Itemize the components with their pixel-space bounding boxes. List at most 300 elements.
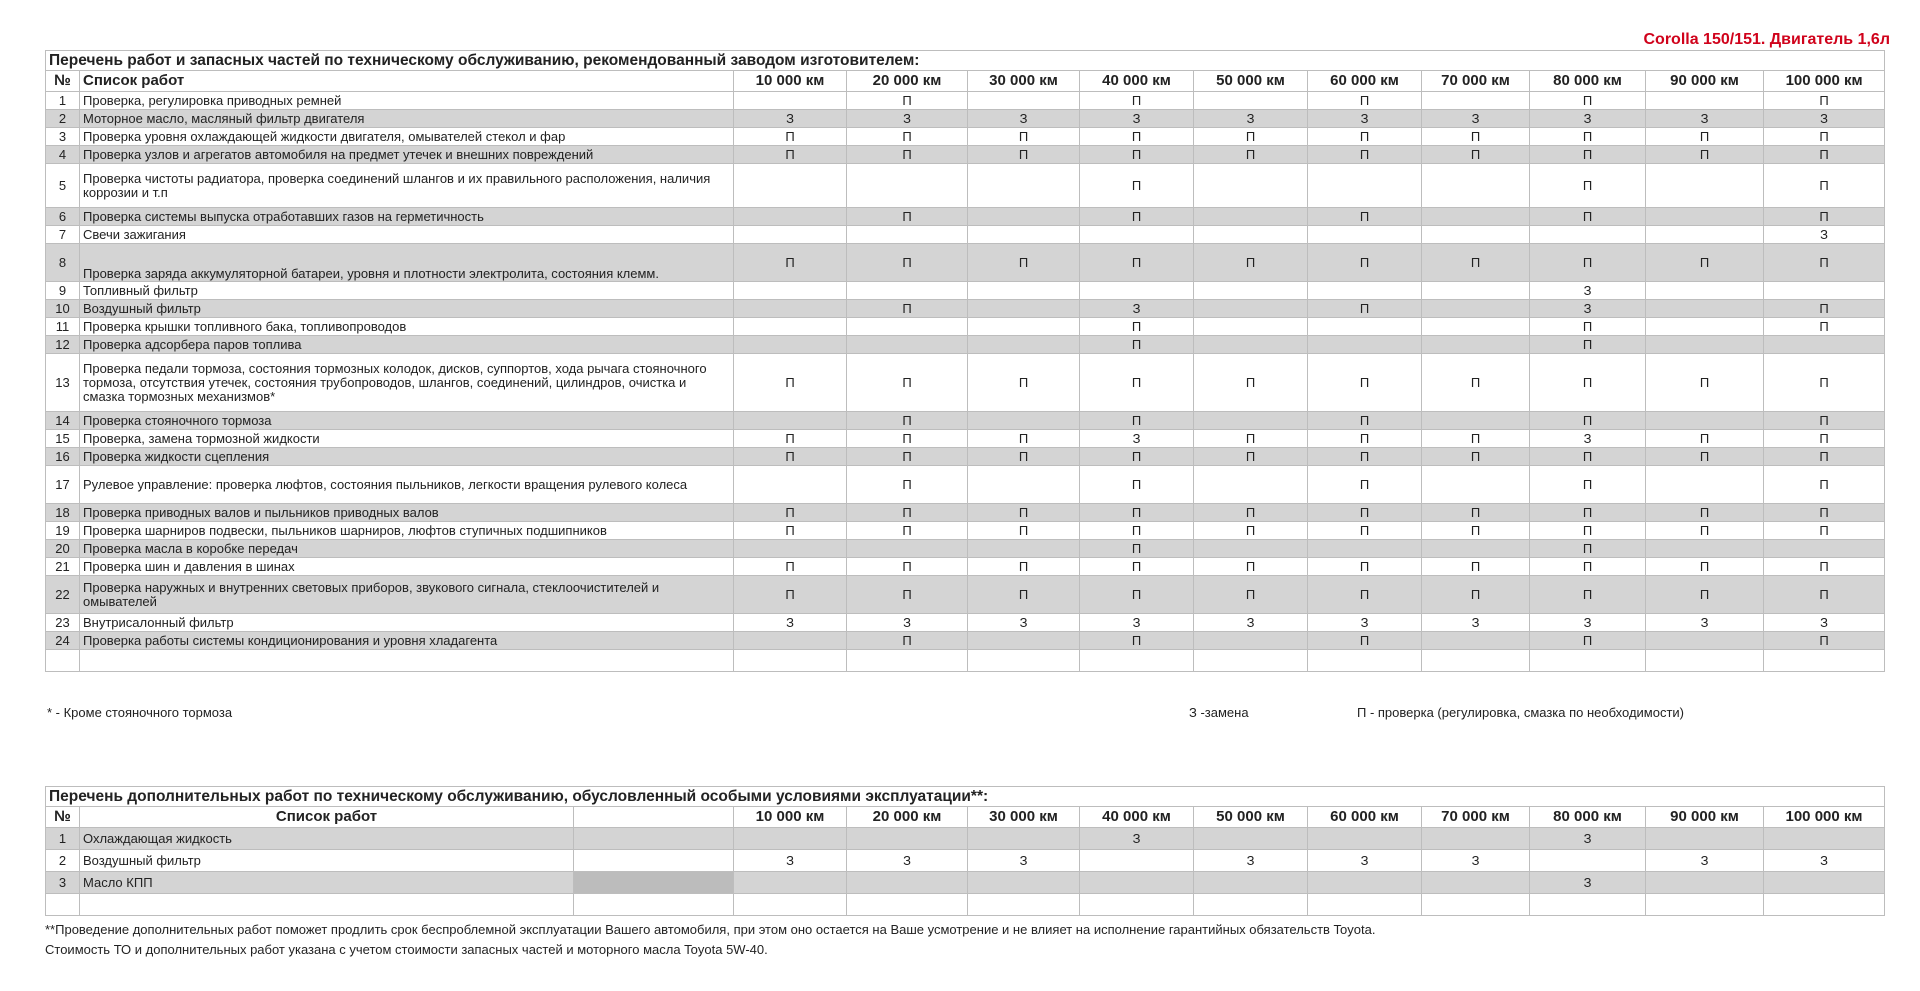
service-mark: П — [1194, 558, 1308, 576]
row-number: 18 — [46, 504, 80, 522]
service-mark — [1646, 540, 1764, 558]
service-mark: П — [1194, 430, 1308, 448]
work-name: Проверка уровня охлаждающей жидкости двигателя, омывателей стекол и фар — [80, 128, 734, 146]
service-mark: П — [1530, 466, 1646, 504]
table-row — [46, 318, 1885, 336]
service-mark: П — [1194, 522, 1308, 540]
service-mark: З — [1530, 110, 1646, 128]
column-mileage-header: 90 000 км — [1646, 807, 1764, 828]
service-mark: П — [1080, 522, 1194, 540]
table-row — [46, 146, 1885, 164]
table-row — [46, 576, 1885, 614]
empty-cell — [80, 650, 734, 672]
service-mark — [1080, 282, 1194, 300]
empty-cell — [1764, 650, 1885, 672]
service-mark — [1194, 540, 1308, 558]
service-mark — [1764, 872, 1885, 894]
work-name: Проверка шарниров подвески, пыльников шарниров, люфтов ступичных подшипников — [80, 522, 734, 540]
service-mark — [734, 92, 847, 110]
column-number-header: № — [46, 807, 80, 828]
service-mark — [1308, 336, 1422, 354]
service-mark: З — [1080, 828, 1194, 850]
service-mark — [1422, 336, 1530, 354]
service-mark — [1308, 282, 1422, 300]
row-number: 12 — [46, 336, 80, 354]
service-mark: П — [1764, 208, 1885, 226]
column-number-header: № — [46, 71, 80, 92]
service-mark: П — [847, 354, 968, 412]
service-mark — [1530, 850, 1646, 872]
service-mark: П — [1308, 466, 1422, 504]
service-mark: П — [1308, 576, 1422, 614]
service-mark: З — [1080, 110, 1194, 128]
empty-cell — [80, 894, 574, 916]
work-name: Проверка заряда аккумуляторной батареи, уровня и плотности электролита, состояния клемм. — [80, 244, 734, 282]
service-mark: З — [847, 110, 968, 128]
service-mark: З — [1530, 300, 1646, 318]
column-mileage-header: 90 000 км — [1646, 71, 1764, 92]
service-mark — [1422, 92, 1530, 110]
service-mark: П — [1530, 448, 1646, 466]
service-mark: П — [968, 504, 1080, 522]
table-row — [46, 632, 1885, 650]
row-number: 3 — [46, 872, 80, 894]
service-mark: З — [1422, 850, 1530, 872]
service-mark — [1194, 164, 1308, 208]
service-mark — [734, 164, 847, 208]
row-number: 10 — [46, 300, 80, 318]
service-mark: П — [1080, 128, 1194, 146]
row-number: 16 — [46, 448, 80, 466]
service-mark: З — [968, 850, 1080, 872]
work-name: Проверка наружных и внутренних световых приборов, звукового сигнала, стеклоочистителей и омывателей — [80, 576, 734, 614]
work-name: Проверка работы системы кондиционирования и уровня хладагента — [80, 632, 734, 650]
service-mark: П — [1194, 146, 1308, 164]
service-mark — [968, 412, 1080, 430]
service-mark — [734, 872, 847, 894]
service-mark: П — [1080, 412, 1194, 430]
service-mark: П — [1308, 354, 1422, 412]
service-mark: П — [1080, 146, 1194, 164]
service-mark — [847, 540, 968, 558]
service-mark: П — [1530, 632, 1646, 650]
service-mark — [1194, 318, 1308, 336]
service-mark — [968, 872, 1080, 894]
work-name: Проверка, регулировка приводных ремней — [80, 92, 734, 110]
service-mark: П — [734, 504, 847, 522]
service-mark — [1422, 282, 1530, 300]
note-cost: Стоимость ТО и дополнительных работ указана с учетом стоимости запасных частей и моторного масла Toyota 5W-40. — [45, 942, 768, 957]
service-mark: З — [1422, 614, 1530, 632]
row-number: 14 — [46, 412, 80, 430]
service-mark: П — [1308, 558, 1422, 576]
service-mark: П — [734, 128, 847, 146]
work-name: Проверка масла в коробке передач — [80, 540, 734, 558]
service-mark: П — [847, 466, 968, 504]
column-mileage-header: 40 000 км — [1080, 71, 1194, 92]
service-mark: П — [1646, 504, 1764, 522]
service-mark: З — [1194, 110, 1308, 128]
service-mark: П — [1764, 522, 1885, 540]
table-row — [46, 226, 1885, 244]
service-mark: П — [1194, 354, 1308, 412]
service-mark: П — [1530, 336, 1646, 354]
column-mileage-header: 100 000 км — [1764, 807, 1885, 828]
service-mark: П — [1308, 632, 1422, 650]
service-mark: П — [1530, 92, 1646, 110]
service-mark: П — [1530, 354, 1646, 412]
service-mark: П — [1422, 244, 1530, 282]
service-mark: П — [1530, 164, 1646, 208]
work-name: Топливный фильтр — [80, 282, 734, 300]
row-number: 20 — [46, 540, 80, 558]
empty-cell — [1080, 894, 1194, 916]
service-mark: П — [968, 522, 1080, 540]
service-mark: П — [1308, 244, 1422, 282]
table-row — [46, 354, 1885, 412]
service-mark — [1422, 318, 1530, 336]
table-row — [46, 504, 1885, 522]
work-name: Проверка системы выпуска отработавших газов на герметичность — [80, 208, 734, 226]
service-mark — [847, 226, 968, 244]
row-number: 17 — [46, 466, 80, 504]
empty-cell — [1646, 894, 1764, 916]
service-mark: П — [1080, 208, 1194, 226]
note-additional-works: **Проведение дополнительных работ поможет продлить срок беспроблемной эксплуатации Вашего автомобиля, при этом оно остается на Ваше усмотрение и не влияет на исполнение гарантийных обязательств Toyota. — [45, 922, 1376, 937]
service-mark: З — [1646, 614, 1764, 632]
service-mark — [968, 632, 1080, 650]
service-mark: П — [1422, 576, 1530, 614]
service-mark — [1422, 412, 1530, 430]
row-number: 2 — [46, 850, 80, 872]
column-list-header: Список работ — [80, 71, 734, 92]
service-mark — [1422, 164, 1530, 208]
service-mark: П — [1764, 504, 1885, 522]
row-number: 13 — [46, 354, 80, 412]
empty-cell — [1194, 894, 1308, 916]
service-mark: З — [1530, 614, 1646, 632]
service-mark — [734, 318, 847, 336]
service-mark — [1764, 540, 1885, 558]
empty-cell — [1194, 650, 1308, 672]
service-mark: П — [1646, 430, 1764, 448]
service-mark: П — [1080, 504, 1194, 522]
service-mark — [1422, 208, 1530, 226]
service-mark — [1194, 336, 1308, 354]
table-row — [46, 466, 1885, 504]
table-row — [46, 244, 1885, 282]
service-mark — [1646, 164, 1764, 208]
service-mark: З — [1530, 828, 1646, 850]
work-name: Проверка приводных валов и пыльников приводных валов — [80, 504, 734, 522]
service-mark — [1422, 872, 1530, 894]
service-mark: П — [1646, 244, 1764, 282]
service-mark: П — [1308, 412, 1422, 430]
service-mark — [1646, 828, 1764, 850]
column-mileage-header: 60 000 км — [1308, 71, 1422, 92]
service-mark: П — [1194, 504, 1308, 522]
empty-cell — [847, 894, 968, 916]
service-mark — [734, 632, 847, 650]
table-row — [46, 430, 1885, 448]
service-mark: П — [1080, 92, 1194, 110]
work-name: Проверка чистоты радиатора, проверка соединений шлангов и их правильного расположения, наличия коррозии и т.п — [80, 164, 734, 208]
service-mark — [1308, 226, 1422, 244]
service-mark — [1646, 632, 1764, 650]
service-mark: П — [734, 448, 847, 466]
service-mark — [847, 164, 968, 208]
table-row — [46, 558, 1885, 576]
service-mark: З — [1080, 300, 1194, 318]
empty-cell — [734, 894, 847, 916]
service-mark: П — [847, 208, 968, 226]
service-mark — [847, 318, 968, 336]
service-mark: П — [1194, 128, 1308, 146]
column-mileage-header: 70 000 км — [1422, 807, 1530, 828]
work-name: Моторное масло, масляный фильтр двигателя — [80, 110, 734, 128]
service-mark — [1194, 300, 1308, 318]
service-mark — [1080, 850, 1194, 872]
service-mark: П — [1764, 354, 1885, 412]
service-mark: П — [1530, 146, 1646, 164]
service-mark: П — [847, 522, 968, 540]
service-mark — [1422, 632, 1530, 650]
legend-check: П - проверка (регулировка, смазка по необходимости) — [1357, 705, 1685, 720]
empty-row — [46, 894, 1885, 916]
service-mark — [1646, 282, 1764, 300]
empty-row — [46, 650, 1885, 672]
service-mark: П — [1764, 146, 1885, 164]
service-mark — [1530, 226, 1646, 244]
service-mark: З — [734, 110, 847, 128]
service-mark — [734, 466, 847, 504]
row-number: 3 — [46, 128, 80, 146]
service-mark: П — [734, 244, 847, 282]
blank-cell — [574, 850, 734, 872]
service-mark: П — [847, 504, 968, 522]
service-mark: З — [1308, 850, 1422, 872]
service-mark — [1764, 282, 1885, 300]
row-number: 23 — [46, 614, 80, 632]
service-mark — [1308, 164, 1422, 208]
extra-works-table — [45, 786, 1885, 916]
service-mark: З — [1194, 614, 1308, 632]
service-mark — [847, 282, 968, 300]
service-mark: П — [1646, 128, 1764, 146]
service-mark: П — [847, 558, 968, 576]
service-mark — [734, 208, 847, 226]
column-list-header: Список работ — [80, 807, 574, 828]
column-mileage-header: 70 000 км — [1422, 71, 1530, 92]
work-name: Рулевое управление: проверка люфтов, состояния пыльников, легкости вращения рулевого колеса — [80, 466, 734, 504]
service-mark: П — [1080, 576, 1194, 614]
service-mark: П — [1080, 336, 1194, 354]
maintenance-table — [45, 50, 1885, 672]
service-mark: П — [734, 354, 847, 412]
empty-cell — [734, 650, 847, 672]
service-mark: П — [1080, 244, 1194, 282]
service-mark: П — [1080, 448, 1194, 466]
service-mark: З — [847, 850, 968, 872]
row-number: 22 — [46, 576, 80, 614]
service-mark: П — [1308, 146, 1422, 164]
service-mark — [1646, 318, 1764, 336]
service-mark: П — [1646, 354, 1764, 412]
table-row — [46, 828, 1885, 850]
table-row — [46, 448, 1885, 466]
service-mark: П — [968, 146, 1080, 164]
service-mark — [1308, 540, 1422, 558]
main-table-caption: Перечень работ и запасных частей по техническому обслуживанию, рекомендованный заводом изготовителем: — [46, 51, 1885, 71]
service-mark: П — [1530, 522, 1646, 540]
column-mileage-header: 10 000 км — [734, 807, 847, 828]
service-mark — [1646, 466, 1764, 504]
service-mark: П — [968, 448, 1080, 466]
service-mark: П — [1764, 164, 1885, 208]
table-row — [46, 522, 1885, 540]
service-mark — [968, 300, 1080, 318]
work-name: Внутрисалонный фильтр — [80, 614, 734, 632]
service-mark: П — [847, 92, 968, 110]
service-mark — [968, 164, 1080, 208]
service-mark: П — [1530, 540, 1646, 558]
service-mark — [734, 828, 847, 850]
service-mark: З — [1646, 110, 1764, 128]
service-mark: П — [1764, 448, 1885, 466]
service-mark: П — [1422, 128, 1530, 146]
column-mileage-header: 10 000 км — [734, 71, 847, 92]
service-mark: З — [1764, 226, 1885, 244]
service-mark: П — [1308, 128, 1422, 146]
service-mark: П — [1646, 448, 1764, 466]
service-mark — [1194, 412, 1308, 430]
service-mark: П — [1530, 318, 1646, 336]
service-mark: З — [734, 850, 847, 872]
service-mark: П — [1646, 576, 1764, 614]
column-mileage-header: 20 000 км — [847, 71, 968, 92]
service-mark: П — [1530, 558, 1646, 576]
service-mark: П — [1764, 300, 1885, 318]
empty-cell — [968, 894, 1080, 916]
service-mark: П — [1422, 430, 1530, 448]
service-mark: П — [847, 146, 968, 164]
service-mark: П — [968, 430, 1080, 448]
service-mark: П — [1308, 430, 1422, 448]
service-mark: П — [1308, 448, 1422, 466]
row-number: 15 — [46, 430, 80, 448]
service-mark: П — [1194, 576, 1308, 614]
service-mark: П — [1422, 504, 1530, 522]
service-mark — [734, 540, 847, 558]
work-name: Проверка шин и давления в шинах — [80, 558, 734, 576]
work-name: Свечи зажигания — [80, 226, 734, 244]
service-mark — [968, 92, 1080, 110]
service-mark: П — [1764, 558, 1885, 576]
empty-cell — [1530, 894, 1646, 916]
service-mark: П — [968, 576, 1080, 614]
service-mark: З — [968, 110, 1080, 128]
service-mark — [1308, 318, 1422, 336]
service-mark: П — [1422, 558, 1530, 576]
service-mark: П — [1764, 318, 1885, 336]
service-mark: П — [1080, 540, 1194, 558]
service-mark: П — [1422, 354, 1530, 412]
service-mark — [1764, 828, 1885, 850]
service-mark: П — [1422, 522, 1530, 540]
row-number: 1 — [46, 828, 80, 850]
table-row — [46, 164, 1885, 208]
service-mark — [968, 318, 1080, 336]
service-mark: П — [1080, 558, 1194, 576]
service-mark: П — [734, 558, 847, 576]
row-number: 4 — [46, 146, 80, 164]
service-mark — [1194, 828, 1308, 850]
row-number: 24 — [46, 632, 80, 650]
service-mark — [1080, 872, 1194, 894]
service-mark — [1422, 540, 1530, 558]
service-mark: П — [1422, 146, 1530, 164]
empty-cell — [574, 894, 734, 916]
service-mark — [734, 226, 847, 244]
service-mark — [1422, 828, 1530, 850]
service-mark — [968, 540, 1080, 558]
service-mark — [1422, 466, 1530, 504]
row-number: 11 — [46, 318, 80, 336]
service-mark — [1194, 92, 1308, 110]
column-mileage-header: 80 000 км — [1530, 71, 1646, 92]
service-mark: П — [1764, 128, 1885, 146]
extra-table-caption: Перечень дополнительных работ по техническому обслуживанию, обусловленный особыми условиями эксплуатации**: — [46, 787, 1885, 807]
service-mark: З — [1422, 110, 1530, 128]
service-mark: П — [1080, 466, 1194, 504]
service-mark — [1308, 872, 1422, 894]
work-name: Проверка узлов и агрегатов автомобиля на предмет утечек и внешних повреждений — [80, 146, 734, 164]
service-mark — [847, 872, 968, 894]
service-mark — [1194, 282, 1308, 300]
empty-cell — [968, 650, 1080, 672]
service-mark: П — [847, 448, 968, 466]
row-number: 5 — [46, 164, 80, 208]
row-number: 6 — [46, 208, 80, 226]
empty-cell — [1422, 894, 1530, 916]
service-mark — [1646, 226, 1764, 244]
service-mark: П — [1308, 208, 1422, 226]
service-mark — [1194, 226, 1308, 244]
service-mark: П — [847, 244, 968, 282]
service-mark: З — [1764, 110, 1885, 128]
service-mark: З — [847, 614, 968, 632]
service-mark — [968, 282, 1080, 300]
service-mark: П — [1530, 504, 1646, 522]
service-mark: П — [1194, 448, 1308, 466]
service-mark — [847, 336, 968, 354]
empty-cell — [1646, 650, 1764, 672]
service-mark: П — [1308, 92, 1422, 110]
service-mark — [1308, 828, 1422, 850]
table-row — [46, 92, 1885, 110]
work-name: Проверка крышки топливного бака, топливопроводов — [80, 318, 734, 336]
service-mark: П — [1530, 244, 1646, 282]
service-mark: П — [1080, 632, 1194, 650]
service-mark — [1646, 208, 1764, 226]
service-mark: З — [1194, 850, 1308, 872]
service-mark: П — [1080, 354, 1194, 412]
footnote-parking-brake: * - Кроме стояночного тормоза — [47, 705, 233, 720]
work-name: Проверка жидкости сцепления — [80, 448, 734, 466]
service-mark: З — [1764, 850, 1885, 872]
legend-replace: З -замена — [1189, 705, 1249, 720]
service-mark: З — [1530, 430, 1646, 448]
